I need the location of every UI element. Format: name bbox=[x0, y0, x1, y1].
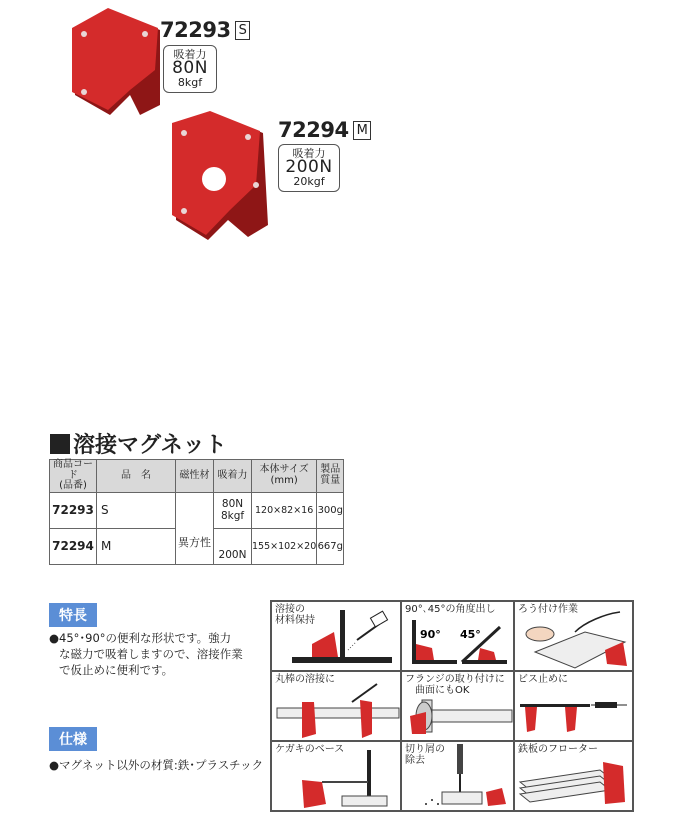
section-title-text: 溶接マグネット bbox=[73, 433, 227, 458]
model-number: 72293 bbox=[160, 18, 231, 42]
use-case-caption: ビス止めに bbox=[518, 674, 568, 685]
header-code-line1: 商品コード bbox=[53, 459, 93, 481]
force-n: 80N bbox=[221, 498, 244, 510]
header-dims-line2: (mm) bbox=[270, 474, 298, 486]
force-label: 吸着力 bbox=[292, 147, 326, 160]
caption-line: フランジの取り付けに bbox=[405, 674, 505, 685]
cell-dims: 155×102×20 bbox=[252, 528, 317, 564]
header-name: 品 名 bbox=[97, 460, 176, 493]
use-case-caption: ケガキのベース bbox=[275, 744, 345, 755]
cell-material: 異方性 bbox=[176, 492, 214, 564]
header-force: 吸着力 bbox=[214, 460, 252, 493]
section-title bbox=[50, 428, 227, 459]
header-weight-line1: 製品 bbox=[320, 464, 341, 476]
caption-line: 除去 bbox=[405, 755, 425, 766]
header-code bbox=[50, 460, 97, 493]
use-case-caption: 90°､45°の角度出し bbox=[405, 604, 496, 615]
features-line: な磁力で吸着しますので、溶接作業 bbox=[59, 647, 243, 661]
table-row bbox=[50, 492, 344, 528]
cell-force bbox=[214, 492, 252, 528]
use-case-caption bbox=[405, 744, 445, 766]
square-bullet-icon bbox=[50, 434, 70, 454]
header-dims bbox=[252, 460, 317, 493]
use-case-sheet-floater bbox=[514, 741, 633, 811]
force-kgf: 8kgf bbox=[177, 76, 203, 89]
size-badge: S bbox=[235, 21, 251, 40]
features-label: 特長 bbox=[49, 603, 97, 627]
header-code-line2: (品番) bbox=[59, 480, 87, 491]
cell-weight: 667g bbox=[317, 528, 344, 564]
features-text bbox=[49, 630, 243, 678]
use-case-round-bar bbox=[271, 671, 401, 741]
cell-weight: 300g bbox=[317, 492, 344, 528]
use-case-chip-removal bbox=[401, 741, 514, 811]
table-header-row bbox=[50, 460, 344, 493]
header-weight bbox=[317, 460, 344, 493]
features-line: で仮止めに便利です。 bbox=[59, 663, 174, 677]
use-case-grid bbox=[270, 600, 634, 812]
use-case-caption: 鉄板のフローター bbox=[518, 744, 598, 755]
size-badge: M bbox=[353, 121, 372, 140]
angle-90-label: 90° bbox=[420, 628, 441, 641]
spec-table bbox=[49, 459, 344, 565]
force-newton: 200N bbox=[285, 157, 333, 177]
angle-45-label: 45° bbox=[460, 628, 481, 641]
caption-line: 溶接の bbox=[275, 604, 305, 615]
header-weight-line2: 質量 bbox=[320, 474, 341, 486]
cell-name: M bbox=[97, 528, 176, 564]
force-kgf: 20kgf bbox=[293, 175, 325, 188]
use-case-material-holding bbox=[271, 601, 401, 671]
caption-line: 曲面にもOK bbox=[415, 685, 470, 696]
cell-force: 200N bbox=[214, 528, 252, 564]
specs-text: ●マグネット以外の材質:鉄･プラスチック bbox=[49, 758, 264, 772]
caption-line: 切り屑の bbox=[405, 744, 445, 755]
use-case-screw bbox=[514, 671, 633, 741]
magnet-m-illustration bbox=[168, 115, 278, 245]
header-material: 磁性材 bbox=[176, 460, 214, 493]
force-box-m bbox=[278, 144, 340, 192]
use-case-brazing bbox=[514, 601, 633, 671]
features-line: ●45°･90°の便利な形状です。強力 bbox=[49, 631, 232, 645]
model-number: 72294 bbox=[278, 118, 349, 142]
specs-label: 仕様 bbox=[49, 727, 97, 751]
use-case-caption: 丸棒の溶接に bbox=[275, 674, 335, 685]
use-case-caption bbox=[405, 674, 505, 696]
use-case-flange bbox=[401, 671, 514, 741]
cell-code: 72293 bbox=[50, 492, 97, 528]
use-case-caption bbox=[275, 604, 315, 626]
use-case-caption: ろう付け作業 bbox=[518, 604, 578, 615]
product-model-m bbox=[278, 118, 371, 142]
product-model-s bbox=[160, 18, 250, 42]
force-newton: 80N bbox=[172, 58, 208, 78]
use-case-scribing-base bbox=[271, 741, 401, 811]
header-dims-line1: 本体サイズ bbox=[259, 464, 309, 476]
force-box-s bbox=[163, 45, 217, 93]
cell-dims: 120×82×16 bbox=[252, 492, 317, 528]
force-kgf: 8kgf bbox=[220, 510, 245, 522]
cell-code: 72294 bbox=[50, 528, 97, 564]
use-case-angle bbox=[401, 601, 514, 671]
cell-name: S bbox=[97, 492, 176, 528]
caption-line: 材料保持 bbox=[275, 615, 315, 626]
force-label: 吸着力 bbox=[173, 48, 207, 61]
